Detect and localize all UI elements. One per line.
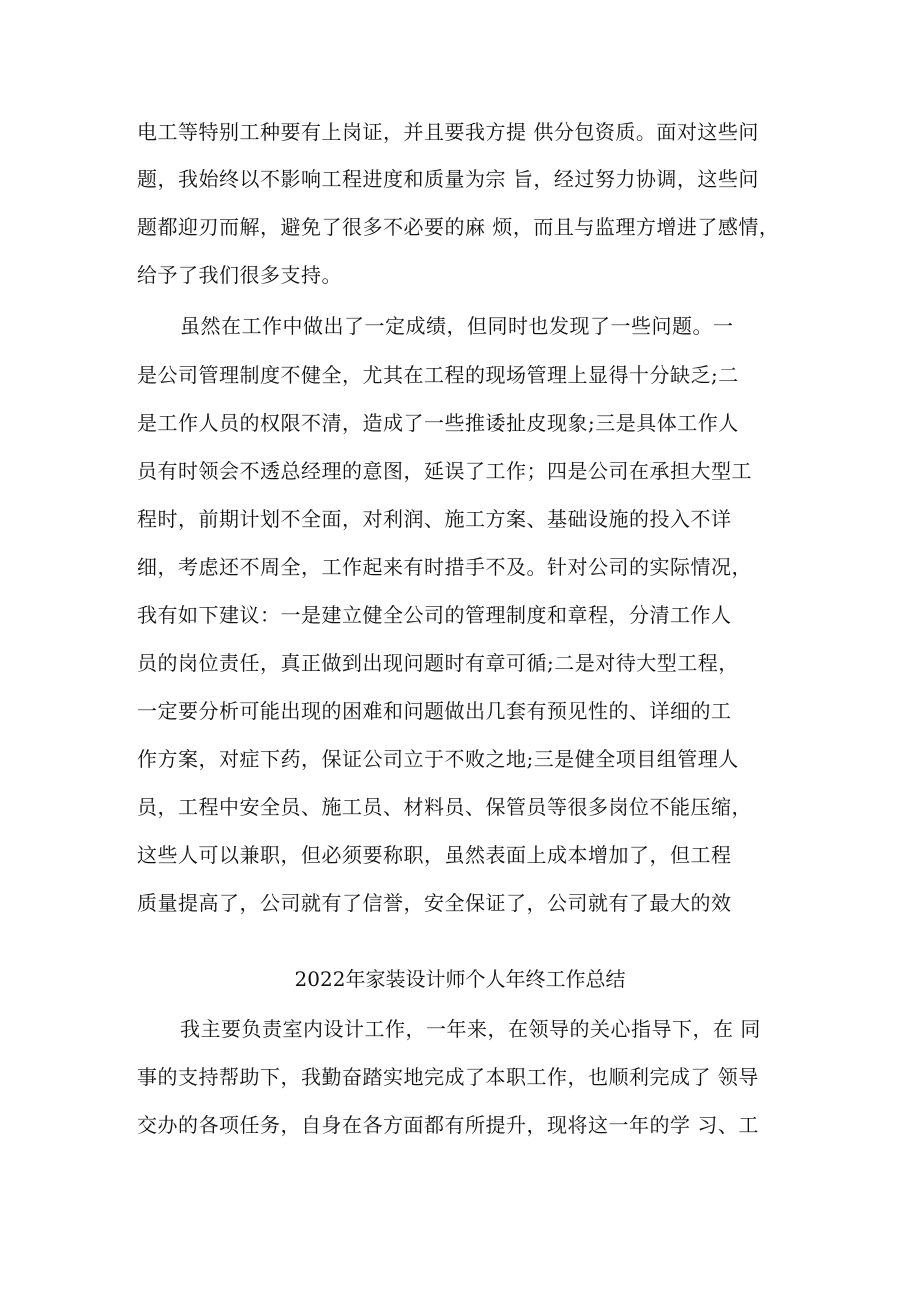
paragraph-line: 我主要负责室内设计工作，一年来，在领导的关心指导下，在 同 [180,1017,761,1041]
paragraph-line: 员，工程中安全员、施工员、材料员、保管员等很多岗位不能压缩， [137,795,752,819]
paragraph-line: 交办的各项任务，自身在各方面都有所提升，现将这一年的学 习、工 [137,1113,759,1137]
paragraph-line: 质量提高了，公司就有了信誉，安全保证了，公司就有了最大的效 [137,891,732,915]
paragraph-line: 题都迎刃而解，避免了很多不必要的麻 烦，而且与监理方增进了感情， [137,215,780,239]
paragraph-line: 员有时领会不透总经理的意图，延误了工作；四是公司在承担大型工 [137,459,752,483]
paragraph-line: 作方案，对症下药，保证公司立于不败之地;三是健全项目组管理人 [137,747,739,771]
paragraph-line: 电工等特别工种要有上岗证，并且要我方提 供分包资质。面对这些问 [137,120,759,144]
paragraph-line: 给予了我们很多支持。 [137,263,342,287]
paragraph-line: 虽然在工作中做出了一定成绩，但同时也发现了一些问题。一 [180,314,734,338]
paragraph-line: 事的支持帮助下，我勤奋踏实地完成了本职工作，也顺利完成了 领导 [137,1065,759,1089]
paragraph-line: 我有如下建议：一是建立健全公司的管理制度和章程，分清工作人 [137,603,732,627]
paragraph-line: 题，我始终以不影响工程进度和质量为宗 旨，经过努力协调，这些问 [137,167,759,191]
paragraph-line: 员的岗位责任，真正做到出现问题时有章可循;二是对待大型工程， [137,651,739,675]
paragraph-line: 细，考虑还不周全，工作起来有时措手不及。针对公司的实际情况， [137,555,752,579]
paragraph-line: 一定要分析可能出现的困难和问题做出几套有预见性的、详细的工 [137,699,732,723]
document-title: 2022年家装设计师个人年终工作总结 [294,967,626,991]
paragraph-line: 是公司管理制度不健全，尤其在工程的现场管理上显得十分缺乏;二 [137,363,739,387]
paragraph-line: 这些人可以兼职，但必须要称职，虽然表面上成本增加了，但工程 [137,843,732,867]
paragraph-line: 程时，前期计划不全面，对利润、施工方案、基础设施的投入不详 [137,507,732,531]
paragraph-line: 是工作人员的权限不清，造成了一些推诿扯皮现象;三是具体工作人 [137,411,739,435]
